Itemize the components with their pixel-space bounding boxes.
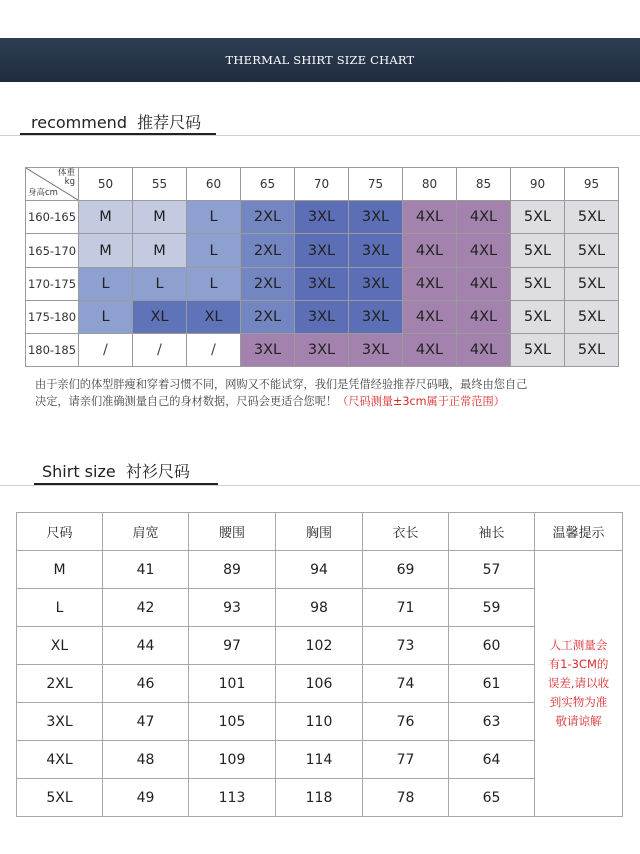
- size-cell: M: [79, 234, 133, 268]
- shirt-cell: 110: [276, 703, 363, 741]
- shirt-cell: 61: [449, 665, 535, 703]
- size-cell: 5XL: [565, 301, 619, 334]
- recommend-section-title: [31, 110, 201, 133]
- shirt-cell: 73: [363, 627, 449, 665]
- shirt-cell: 44: [103, 627, 189, 665]
- recommend-title-cn: 推荐尺码: [137, 113, 202, 132]
- shirt-tip-cell: [535, 551, 623, 817]
- note-line-2: [35, 393, 615, 410]
- shirt-cell: 77: [363, 741, 449, 779]
- shirt-cell: 71: [363, 589, 449, 627]
- weight-header-cell: 85: [457, 168, 511, 201]
- shirt-cell: 2XL: [17, 665, 103, 703]
- shirt-row: [17, 627, 623, 665]
- grid-row: [26, 334, 619, 367]
- weight-header-cell: 60: [187, 168, 241, 201]
- size-cell: 5XL: [565, 334, 619, 367]
- shirt-cell: 118: [276, 779, 363, 817]
- size-cell: 3XL: [241, 334, 295, 367]
- shirt-row: [17, 665, 623, 703]
- size-cell: L: [187, 201, 241, 234]
- shirt-cell: 98: [276, 589, 363, 627]
- shirt-cell: 3XL: [17, 703, 103, 741]
- shirt-cell: 49: [103, 779, 189, 817]
- size-cell: 5XL: [565, 268, 619, 301]
- banner: [0, 38, 640, 82]
- size-cell: 3XL: [295, 268, 349, 301]
- size-cell: /: [187, 334, 241, 367]
- height-header-cell: 175-180: [26, 301, 79, 334]
- size-cell: 3XL: [349, 234, 403, 268]
- size-cell: XL: [133, 301, 187, 334]
- shirt-cell: 93: [189, 589, 276, 627]
- tip-line: 到实物为准: [549, 695, 608, 709]
- shirt-row: [17, 779, 623, 817]
- grid-corner-cell: [26, 168, 79, 201]
- shirt-header-cell: 胸围: [276, 513, 363, 551]
- size-cell: 5XL: [565, 201, 619, 234]
- size-cell: L: [187, 234, 241, 268]
- corner-weight-unit: kg: [64, 177, 75, 187]
- size-cell: 3XL: [349, 334, 403, 367]
- weight-header-cell: 70: [295, 168, 349, 201]
- shirt-cell: 46: [103, 665, 189, 703]
- shirt-cell: 65: [449, 779, 535, 817]
- grid-row: [26, 301, 619, 334]
- shirt-divider: [0, 485, 640, 486]
- shirt-cell: 5XL: [17, 779, 103, 817]
- size-cell: 4XL: [457, 201, 511, 234]
- note-line-1: 由于亲们的体型胖瘦和穿着习惯不同，网购又不能试穿，我们是凭借经验推荐尺码哦，最终由您自己: [35, 378, 528, 391]
- size-cell: L: [79, 268, 133, 301]
- size-cell: 4XL: [457, 301, 511, 334]
- size-cell: 5XL: [511, 301, 565, 334]
- shirt-cell: 57: [449, 551, 535, 589]
- size-cell: 4XL: [403, 201, 457, 234]
- height-header-cell: 165-170: [26, 234, 79, 268]
- shirt-cell: 78: [363, 779, 449, 817]
- recommend-title-en: recommend: [31, 113, 127, 132]
- size-cell: 4XL: [403, 334, 457, 367]
- shirt-cell: 109: [189, 741, 276, 779]
- shirt-cell: 97: [189, 627, 276, 665]
- grid-row: [26, 268, 619, 301]
- shirt-title-cn: 衬衫尺码: [125, 462, 190, 481]
- shirt-header-cell: 衣长: [363, 513, 449, 551]
- shirt-cell: 114: [276, 741, 363, 779]
- shirt-row: [17, 703, 623, 741]
- shirt-cell: 41: [103, 551, 189, 589]
- height-header-cell: 160-165: [26, 201, 79, 234]
- shirt-header-cell: 肩宽: [103, 513, 189, 551]
- banner-title: THERMAL SHIRT SIZE CHART: [225, 53, 415, 67]
- shirt-cell: 105: [189, 703, 276, 741]
- size-cell: 2XL: [241, 234, 295, 268]
- shirt-header-cell: 袖长: [449, 513, 535, 551]
- shirt-cell: M: [17, 551, 103, 589]
- shirt-cell: 4XL: [17, 741, 103, 779]
- weight-header-cell: 55: [133, 168, 187, 201]
- shirt-cell: 94: [276, 551, 363, 589]
- size-cell: M: [133, 201, 187, 234]
- size-cell: 3XL: [349, 201, 403, 234]
- size-cell: 3XL: [295, 234, 349, 268]
- note-line-2-text: 决定，请亲们准确测量自己的身材数据，尺码会更适合您呢！: [35, 395, 338, 408]
- shirt-row: [17, 741, 623, 779]
- shirt-row: [17, 589, 623, 627]
- corner-height-label: 身高cm: [28, 188, 58, 198]
- grid-row: [26, 201, 619, 234]
- size-cell: 4XL: [457, 334, 511, 367]
- shirt-cell: 48: [103, 741, 189, 779]
- shirt-cell: 42: [103, 589, 189, 627]
- shirt-title-en: Shirt size: [42, 462, 116, 481]
- shirt-header-cell: 腰围: [189, 513, 276, 551]
- shirt-section-title: [42, 459, 190, 482]
- size-cell: 3XL: [295, 301, 349, 334]
- shirt-cell: 47: [103, 703, 189, 741]
- weight-header-cell: 90: [511, 168, 565, 201]
- size-cell: 2XL: [241, 301, 295, 334]
- size-cell: 4XL: [403, 268, 457, 301]
- tip-line: 敬请谅解: [555, 714, 602, 728]
- size-cell: 5XL: [565, 234, 619, 268]
- shirt-cell: 59: [449, 589, 535, 627]
- tip-line: 有1-3CM的: [548, 657, 609, 671]
- tip-line: 误差,请以收: [547, 676, 610, 690]
- size-cell: L: [79, 301, 133, 334]
- grid-row: [26, 234, 619, 268]
- shirt-size-table: [16, 512, 623, 817]
- size-cell: 4XL: [403, 301, 457, 334]
- corner-weight-label: [58, 169, 75, 187]
- shirt-cell: 102: [276, 627, 363, 665]
- size-cell: 2XL: [241, 268, 295, 301]
- shirt-cell: 76: [363, 703, 449, 741]
- shirt-cell: 60: [449, 627, 535, 665]
- shirt-cell: 106: [276, 665, 363, 703]
- shirt-cell: XL: [17, 627, 103, 665]
- weight-header-cell: 65: [241, 168, 295, 201]
- shirt-cell: 113: [189, 779, 276, 817]
- weight-header-cell: 95: [565, 168, 619, 201]
- weight-header-cell: 75: [349, 168, 403, 201]
- shirt-cell: 74: [363, 665, 449, 703]
- size-cell: 3XL: [349, 301, 403, 334]
- size-cell: 5XL: [511, 234, 565, 268]
- recommend-divider: [0, 135, 640, 136]
- size-cell: 3XL: [295, 334, 349, 367]
- shirt-cell: 63: [449, 703, 535, 741]
- shirt-cell: 64: [449, 741, 535, 779]
- size-cell: 5XL: [511, 334, 565, 367]
- shirt-cell: 69: [363, 551, 449, 589]
- size-cell: 4XL: [457, 268, 511, 301]
- height-header-cell: 180-185: [26, 334, 79, 367]
- tip-line: 人工测量会: [549, 638, 608, 652]
- size-cell: M: [79, 201, 133, 234]
- recommend-note: [35, 376, 615, 410]
- shirt-row: [17, 551, 623, 589]
- size-cell: 5XL: [511, 268, 565, 301]
- shirt-header-cell: 温馨提示: [535, 513, 623, 551]
- size-cell: L: [187, 268, 241, 301]
- size-cell: M: [133, 234, 187, 268]
- recommend-size-grid: [25, 167, 619, 367]
- size-cell: L: [133, 268, 187, 301]
- shirt-cell: L: [17, 589, 103, 627]
- size-cell: /: [133, 334, 187, 367]
- size-cell: 4XL: [457, 234, 511, 268]
- size-cell: 3XL: [295, 201, 349, 234]
- weight-header-cell: 80: [403, 168, 457, 201]
- size-cell: 5XL: [511, 201, 565, 234]
- corner-weight-text: 体重: [57, 168, 75, 178]
- size-cell: /: [79, 334, 133, 367]
- shirt-cell: 101: [189, 665, 276, 703]
- size-cell: 4XL: [403, 234, 457, 268]
- size-cell: 3XL: [349, 268, 403, 301]
- weight-header-cell: 50: [79, 168, 133, 201]
- size-cell: 2XL: [241, 201, 295, 234]
- note-red-text: （尺码测量±3cm属于正常范围）: [337, 395, 505, 408]
- shirt-cell: 89: [189, 551, 276, 589]
- size-cell: XL: [187, 301, 241, 334]
- height-header-cell: 170-175: [26, 268, 79, 301]
- shirt-header-cell: 尺码: [17, 513, 103, 551]
